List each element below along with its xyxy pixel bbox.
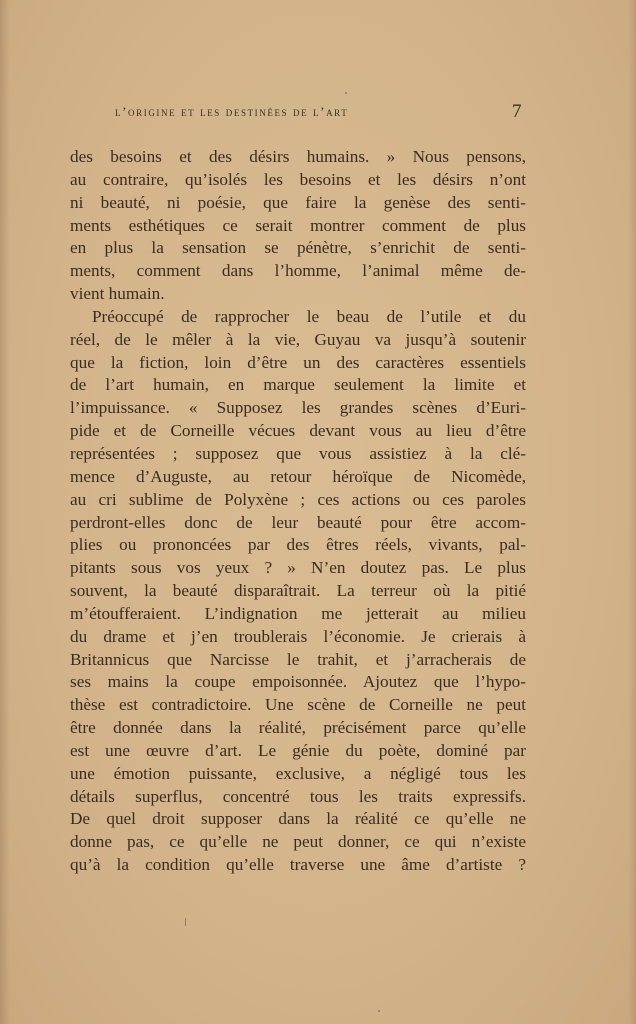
body-text [70,146,526,877]
text-line: m’étoufferaient. L’indignation me jetterait au milieu [70,603,526,623]
text-line: ments, comment dans l’homme, l’animal même de- [70,261,526,281]
text-line: ses mains la coupe empoisonnée. Ajoutez que l’hypo- [70,672,526,692]
text-line: pide et de Corneille vécues devant vous au lieu d’être [70,421,526,441]
text-line: être donnée dans la réalité, précisément parce qu’elle [70,718,526,738]
text-line: est une œuvre d’art. Le génie du poète, dominé par [70,740,526,760]
text-line: représentées ; supposez que vous assistiez à la clé- [70,443,526,463]
running-title: l’origine et les destinées de l’art [115,104,349,119]
text-line: donne pas, ce qu’elle ne peut donner, ce qui n’existe [70,832,526,852]
text-line: l’impuissance. « Supposez les grandes scènes d’Euri- [70,398,526,418]
text-line: réel, de le mêler à la vie, Guyau va jusqu’à soutenir [70,329,526,349]
text-line: De quel droit supposer dans la réalité ce qu’elle ne [70,809,526,829]
paper-speck [345,92,347,94]
text-line: ni beauté, ni poésie, que faire la genèse des senti- [70,192,526,212]
text-line: perdront-elles donc de leur beauté pour être accom- [70,512,526,532]
text-line: de l’art humain, en marque seulement la limite et [70,375,526,395]
text-line: vient humain. [70,284,165,304]
text-line: thèse est contradictoire. Une scène de Corneille ne peut [70,695,526,715]
page-number: 7 [512,101,522,122]
page-edge-left [0,0,10,1024]
text-line: au contraire, qu’isolés les besoins et les désirs n’ont [70,169,526,189]
text-line: pitants sous vos yeux ? » N’en doutez pas. Le plus [70,558,526,578]
text-line: mence d’Auguste, au retour héroïque de Nicomède, [70,466,526,486]
text-line: au cri sublime de Polyxène ; ces actions ou ces paroles [70,489,526,509]
paper-speck [378,1010,380,1012]
text-line: Préoccupé de rapprocher le beau de l’utile et du [92,306,526,326]
text-line: du drame et j’en troublerais l’économie. Je crierais à [70,626,526,646]
text-line: des besoins et des désirs humains. » Nous pensons, [70,147,526,166]
text-line: en plus la sensation se pénètre, s’enrichit de senti- [70,238,526,258]
page-edge-right [628,0,636,1024]
text-line: souvent, la beauté disparaîtrait. La terreur où la pitié [70,581,526,601]
text-line: détails superflus, concentré tous les traits expressifs. [70,786,526,806]
paper-speck [185,918,186,926]
text-line: une émotion puissante, exclusive, a négligé tous les [70,763,526,783]
text-line: ments esthétiques ce serait montrer comment de plus [70,215,526,235]
text-line: que la fiction, loin d’être un des caractères essentiels [70,352,526,372]
text-line: plies ou prononcées par des êtres réels, vivants, pal- [70,535,526,555]
text-line: qu’à la condition qu’elle traverse une âme d’artiste ? [70,855,526,875]
text-line: Britannicus que Narcisse le trahit, et j’arracherais de [70,649,526,669]
